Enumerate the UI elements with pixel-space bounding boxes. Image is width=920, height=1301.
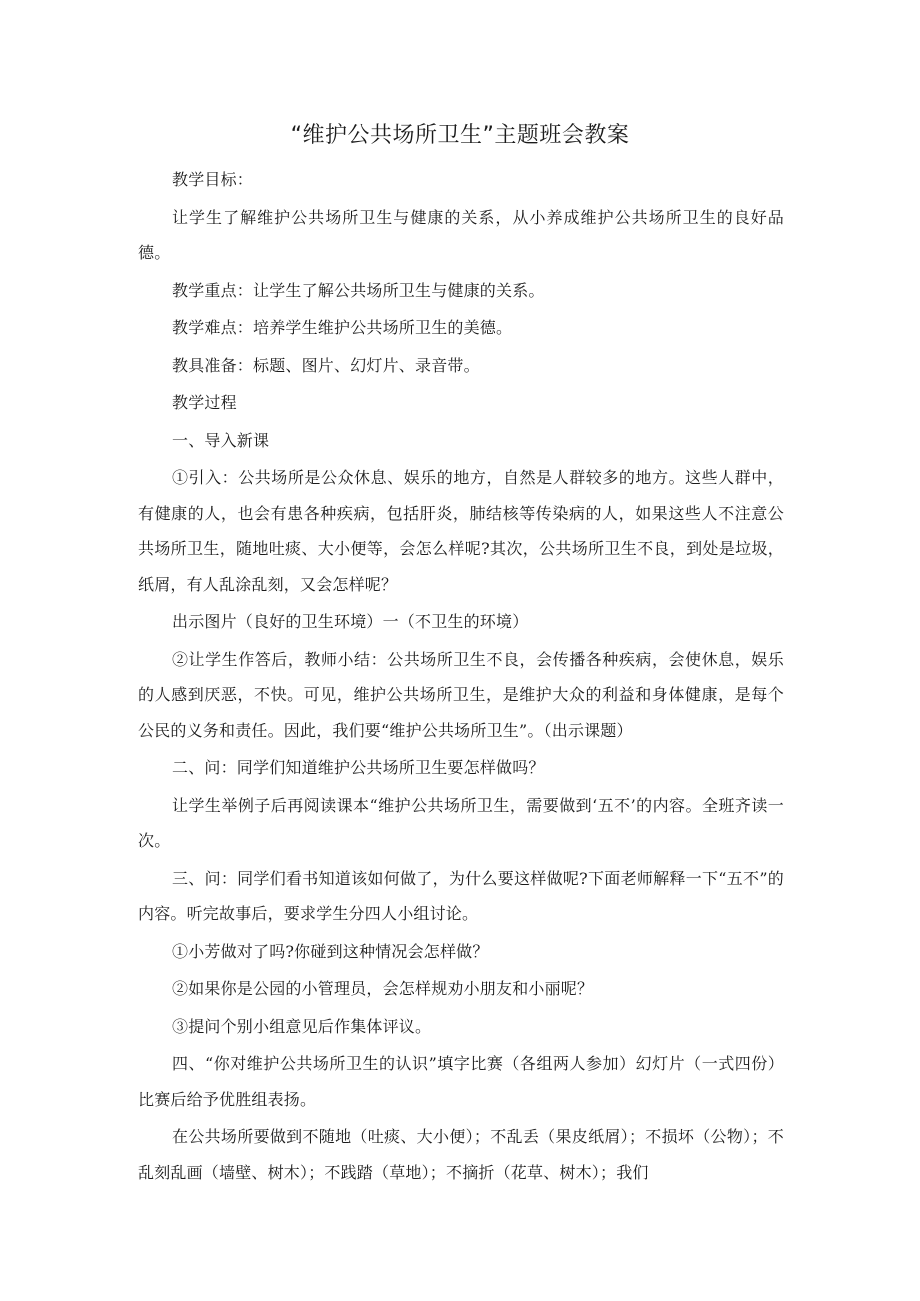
paragraph-section-2-question: 二、问：同学们知道维护公共场所卫生要怎样做吗？ — [172, 758, 545, 777]
paragraph-introduction: ①引入：公共场所是公众休息、娱乐的地方，自然是人群较多的地方。这些人群中，有健康的人，也会有患各种疾病，包括肝炎，肺结核等传染病的人，如果这些人不注意公共场所卫生，随地吐痰、大小便等，会怎么样呢?其次，公共场所卫生不良，到处是垃圾，纸屑，有人乱涂乱刻，又会怎样呢？ — [138, 468, 784, 594]
paragraph-show-pictures: 出示图片（良好的卫生环境）一（不卫生的环境） — [172, 612, 529, 631]
paragraph-discussion-3: ③提问个别小组意见后作集体评议。 — [172, 1016, 432, 1036]
paragraph-section-4-contest: 四、“你对维护公共场所卫生的认识”填字比赛（各组两人参加）幻灯片（一式四份）比赛后给予优胜组表扬。 — [138, 1054, 784, 1109]
paragraph-key-point: 教学重点：让学生了解公共场所卫生与健康的关系。 — [172, 280, 545, 300]
document-title: “维护公共场所卫生”主题班会教案 — [290, 123, 630, 148]
paragraph-process-heading: 教学过程 — [172, 393, 237, 412]
document-body — [138, 162, 784, 1190]
paragraph-read-textbook: 让学生举例子后再阅读课本“维护公共场所卫生，需要做到‘五不’的内容。全班齐读一次。 — [138, 795, 784, 850]
paragraph-teaching-goals-heading: 教学目标： — [172, 170, 254, 189]
paragraph-teaching-goals: 让学生了解维护公共场所卫生与健康的关系，从小养成维护公共场所卫生的良好品德。 — [138, 207, 784, 262]
paragraph-difficulty: 教学难点：培养学生维护公共场所卫生的美德。 — [172, 318, 513, 337]
paragraph-section-1-heading: 一、导入新课 — [172, 430, 270, 450]
paragraph-discussion-1: ①小芳做对了吗?你碰到这种情况会怎样做？ — [172, 941, 489, 961]
paragraph-public-place-rules: 在公共场所要做到不随地（吐痰、大小便）；不乱丢（果皮纸屑）；不损坏（公物）；不乱刻乱画（墙壁、树木）；不践踏（草地）；不摘折（花草、树木）；我们 — [138, 1127, 784, 1182]
paragraph-teacher-summary: ②让学生作答后，教师小结：公共场所卫生不良，会传播各种疾病，会使休息，娱乐的人感到厌恶，不快。可见，维护公共场所卫生，是维护大众的利益和身体健康，是每个公民的义务和责任。因此，我们要“维护公共场所卫生”。（出示课题） — [138, 649, 784, 740]
paragraph-section-3-question: 三、问：同学们看书知道该如何做了，为什么要这样做呢?下面老师解释一下“五不”的内容。听完故事后，要求学生分四人小组讨论。 — [138, 868, 784, 923]
paragraph-materials: 教具准备：标题、图片、幻灯片、录音带。 — [172, 355, 480, 375]
paragraph-discussion-2: ②如果你是公园的小管理员，会怎样规劝小朋友和小丽呢？ — [172, 979, 594, 998]
